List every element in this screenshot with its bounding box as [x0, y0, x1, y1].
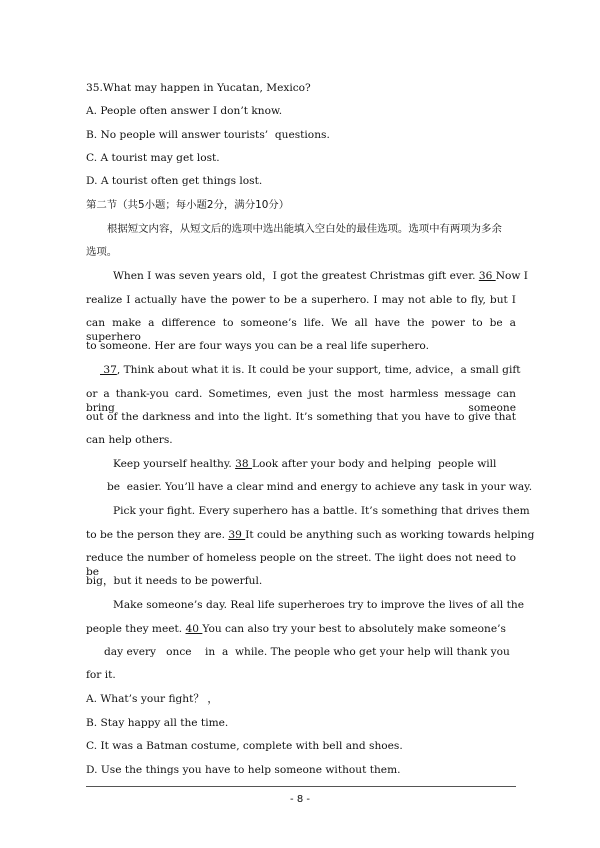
question-35: 35.What may happen in Yucatan, Mexico? — [86, 82, 311, 94]
blank-37: 37 — [100, 364, 117, 376]
passage-line: out of the darkness and into the light. It’s something that you have to give that — [86, 411, 516, 423]
blank-40: 40 — [185, 623, 203, 635]
option-c: C. It was a Batman costume, complete with bell and shoes. — [86, 740, 403, 752]
option-a: A. What’s your fight？ ， — [86, 693, 218, 705]
passage-line: Make someone’s day. Real life superheroes try to improve the lives of all the — [113, 599, 525, 611]
passage-line: big，but it needs to be powerful. — [86, 575, 263, 587]
passage-line: be easier. You’ll have a clear mind and energy to achieve any task in your way. — [107, 481, 533, 493]
passage-line: reduce the number of homeless people on the street. The iight does not need to be — [86, 552, 516, 578]
blank-36: 36 — [478, 270, 496, 282]
passage-line: 37, Think about what it is. It could be your support, time, advice，a small gift — [100, 364, 521, 376]
passage-line: for it. — [86, 669, 116, 681]
passage-line: realize I actually have the power to be a superhero. I may not able to fly, but I — [86, 294, 516, 306]
blank-39: 39 — [228, 529, 246, 541]
passage-line: Pick your fight. Every superhero has a battle. It’s something that drives them — [113, 505, 530, 517]
option-b-q35: B. No people will answer tourists’ questions. — [86, 129, 330, 141]
option-c-q35: C. A tourist may get lost. — [86, 152, 220, 164]
section-instruction: 选项。 — [86, 246, 118, 258]
passage-line: or a thank-you card. Sometimes, even just the most harmless message can bring someone — [86, 388, 516, 414]
option-d-q35: D. A tourist often get things lost. — [86, 175, 263, 187]
passage-line: to be the person they are. 39 It could be anything such as working towards helping — [86, 529, 535, 541]
option-a-q35: A. People often answer I don’t know. — [86, 105, 283, 117]
blank-38: 38 — [235, 458, 252, 470]
passage-line: can make a difference to someone’s life. We all have the power to be a superhero — [86, 317, 516, 343]
section-header: 第二节（共5小题；每小题2分，满分10分） — [86, 199, 290, 211]
option-b: B. Stay happy all the time. — [86, 717, 229, 729]
passage-line: to someone. Her are four ways you can be a real life superhero. — [86, 340, 429, 352]
section-instruction: 根据短文内容，从短文后的选项中选出能填入空白处的最佳选项。选项中有两项为多余 — [107, 223, 502, 235]
passage-line: can help others. — [86, 434, 173, 446]
passage-line: Keep yourself healthy. 38 Look after your body and helping people will — [113, 458, 497, 470]
option-d: D. Use the things you have to help someone without them. — [86, 764, 401, 776]
passage-line: people they meet. 40 You can also try your best to absolutely make someone’s — [86, 623, 506, 635]
passage-line: When I was seven years old，I got the greatest Christmas gift ever. 36 Now I — [113, 270, 528, 282]
footer-divider — [86, 786, 516, 787]
passage-line: day every once in a while. The people who get your help will thank you — [104, 646, 510, 658]
page-number: - 8 - — [290, 794, 310, 805]
